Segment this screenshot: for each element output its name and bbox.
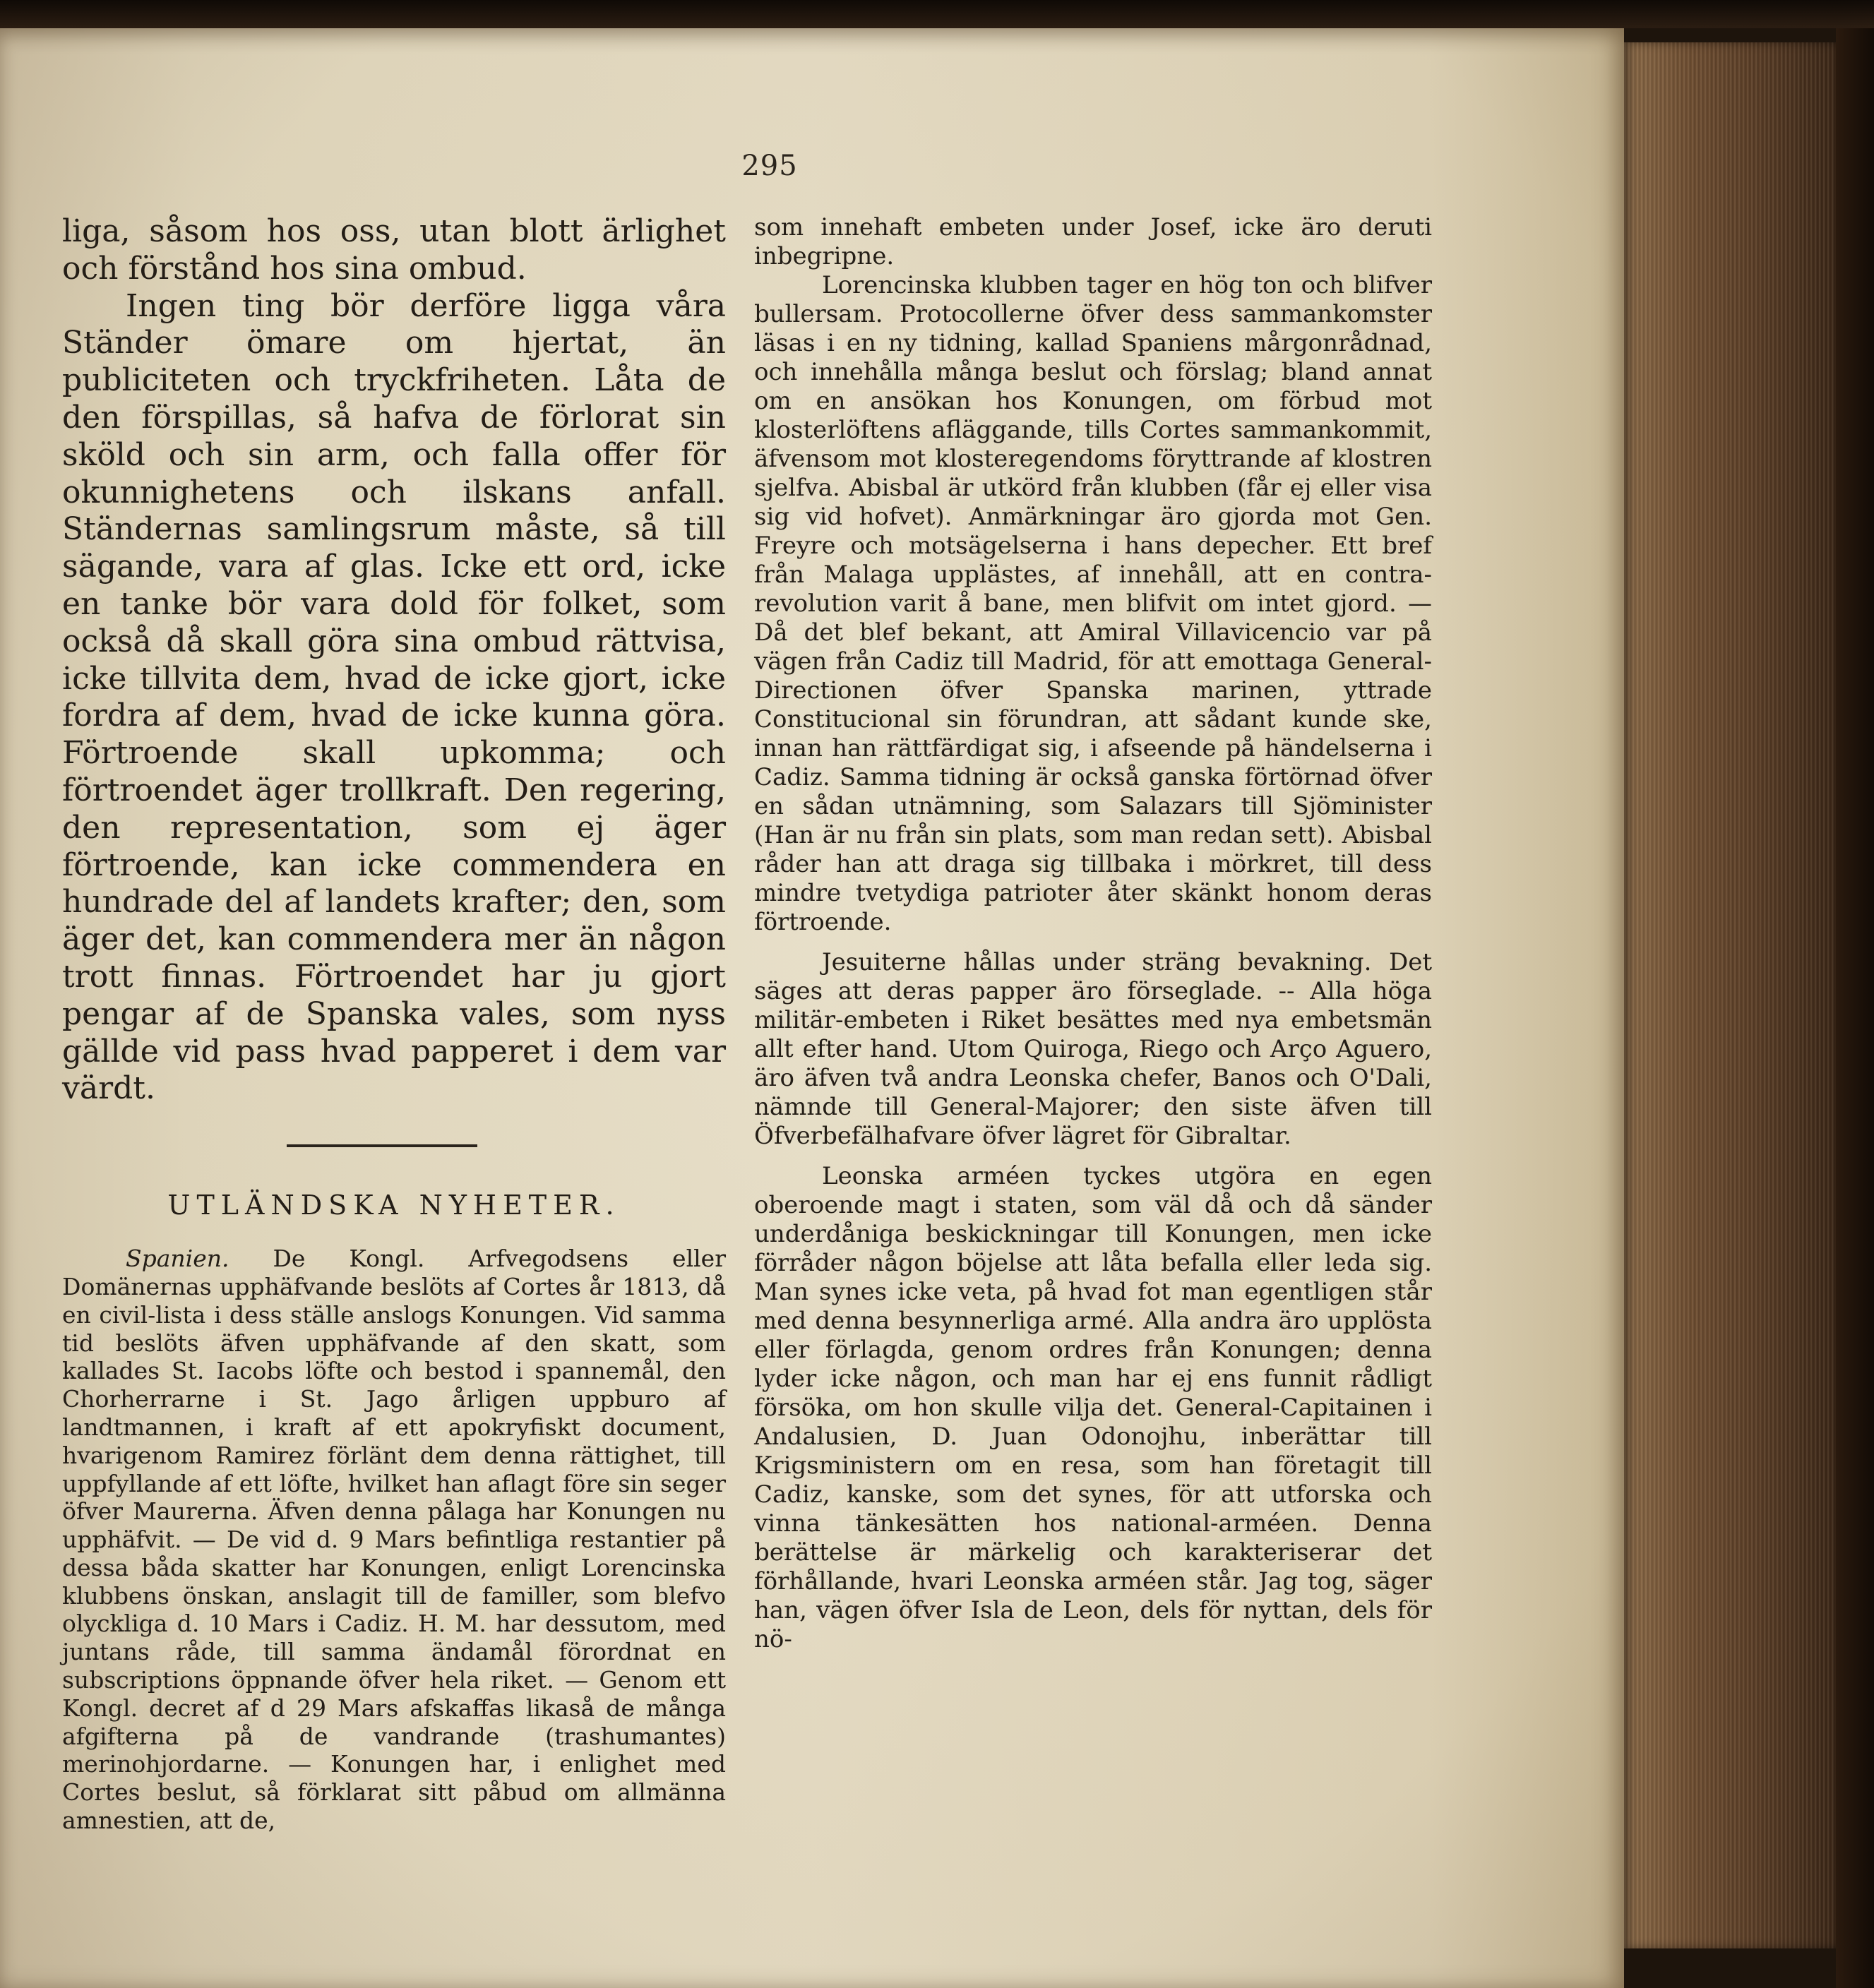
book-cover-edge (1836, 28, 1874, 1988)
section-divider (287, 1144, 477, 1147)
news-paragraph (62, 1245, 726, 1835)
left-paragraph-1: liga, såsom hos oss, utan blott ärlighet och förstånd hos sina ombud. (62, 213, 726, 287)
right-paragraph-1: som innehaft embeten under Josef, icke äro deruti inbegripne. (754, 213, 1432, 270)
book-fore-edge (1624, 42, 1836, 1948)
paragraph-gap (754, 937, 1432, 948)
paragraph-gap (754, 1151, 1432, 1162)
right-paragraph-3: Jesuiterne hållas under sträng bevakning. Det säges att deras papper äro förseglade. -- Alla höga militär-embeten i Riket besättes med nya embetsmän allt efter hand. Utom Quiroga, Riego och Arço Aguero, äro äfven två andra Leonska chefer, Banos och O'Dali, nämnde till General-Majorer; den siste äfven till Öfverbefälhafvare öfver lägret för Gibraltar. (754, 948, 1432, 1150)
right-paragraph-2: Lorencinska klubben tager en hög ton och blifver bullersam. Protocollerne öfver dess sammankomster läsas i en ny tidning, kallad Spaniens mårgonrådnad, och innehålla många beslut och förslag; bland annat om en ansökan hos Konungen, om förbud mot klosterlöftens afläggande, tills Cortes sammankommit, äfvensom mot klosteregendoms föryttrande af klostren sjelfva. Abisbal är utkörd från klubben (får ej eller visa sig vid hofvet). Anmärkningar äro gjorda mot Gen. Freyre och motsägelserna i hans depecher. Ett bref från Malaga upplästes, af innehåll, att en contra-revolution varit å bane, men blifvit om intet gjord. — Då det blef bekant, att Amiral Villavicencio var på vägen från Cadiz till Madrid, för att emottaga General-Directionen öfver Spanska marinen, yttrade Constitucional sin förundran, att sådant kunde ske, innan han rättfärdigat sig, i afseende på händelserna i Cadiz. Samma tidning är också ganska förtörnad öfver en sådan utnämning, som Salazars till Sjöminister (Han är nu från sin plats, som man redan sett). Abisbal råder han att draga sig tillbaka i mörkret, till dess mindre tvetydiga patrioter åter skänkt honom deras förtroende. (754, 271, 1432, 936)
news-text: De Kongl. Arfvegodsens eller Domänernas upphäfvande beslöts af Cortes år 1813, då en civil-lista i dess ställe anslogs Konungen. Vid samma tid beslöts äfven upphäfvande af den skatt, som kallades St. Iacobs löfte och bestod i spannemål, den Chorherrarne i St. Jago årligen uppburo af landtmannen, i kraft af ett apokryfiskt document, hvarigenom Ramirez förlänt dem denna rättighet, till uppfyllande af ett löfte, hvilket han aflagt före sin seger öfver Maurerna. Äfven denna pålaga har Konungen nu upphäfvit. — De vid d. 9 Mars befintliga restantier på dessa båda skatter har Konungen, enligt Lorencinska klubbens önskan, anslagit till de familler, som blefvo olyckliga d. 10 Mars i Cadiz. H. M. har dessutom, med juntans råde, till samma ändamål förordnat en subscriptions öppnande öfver hela riket. — Genom ett Kongl. decret af d 29 Mars afskaffas likaså de många afgifterna på de vandrande (trashumantes) merinohjordarne. — Konungen har, i enlighet med Cortes beslut, så förklarat sitt påbud om allmänna amnestien, att de, (62, 1245, 726, 1835)
section-heading: UTLÄNDSKA NYHETER. (167, 1190, 621, 1221)
right-paragraph-4: Leonska arméen tyckes utgöra en egen oberoende magt i staten, som väl då och då sänder underdåniga beskickningar till Konungen, men icke förråder någon böjelse att låta befalla eller leda sig. Man synes icke veta, på hvad fot man egentligen står med denna besynnerliga armé. Alla andra äro upplösta eller förlagda, genom ordres från Konungen; denna lyder icke någon, och man har ej ens funnit rådligt försöka, om hon skulle vilja det. General-Capitainen i Andalusien, D. Juan Odonojhu, inberättar till Krigsministern om en resa, som han företagit till Cadiz, kanske, som det synes, för att utforska och vinna tänkesätten hos national-arméen. Denna berättelse är märkelig och karakteriserar det förhållande, hvari Leonska arméen står. Jag tog, säger han, vägen öfver Isla de Leon, dels för nyttan, dels för nö- (754, 1162, 1432, 1653)
news-country: Spanien. (126, 1245, 229, 1273)
top-backdrop (0, 0, 1874, 28)
book-page (0, 28, 1624, 1988)
right-column (754, 213, 1432, 1654)
left-paragraph-2: Ingen ting bör derföre ligga våra Ständer ömare om hjertat, än publiciteten och tryckfriheten. Låta de den förspillas, så hafva de förlorat sin sköld och sin arm, och falla offer för okunnighetens och ilskans anfall. Ständernas samlingsrum måste, så till sägande, vara af glas. Icke ett ord, icke en tanke bör vara dold för folket, som också då skall göra sina ombud rättvisa, icke tillvita dem, hvad de icke gjort, icke fordra af dem, hvad de icke kunna göra. Förtroende skall upkomma; och förtroendet äger trollkraft. Den regering, den representation, som ej äger förtroende, kan icke commendera en hundrade del af landets krafter; den, som äger det, kan commendera mer än någon trott finnas. Förtroendet har ju gjort pengar af de Spanska vales, som nyss gällde vid pass hvad papperet i dem var värdt. (62, 287, 726, 1107)
page-number: 295 (741, 150, 798, 182)
left-column (62, 213, 726, 1835)
